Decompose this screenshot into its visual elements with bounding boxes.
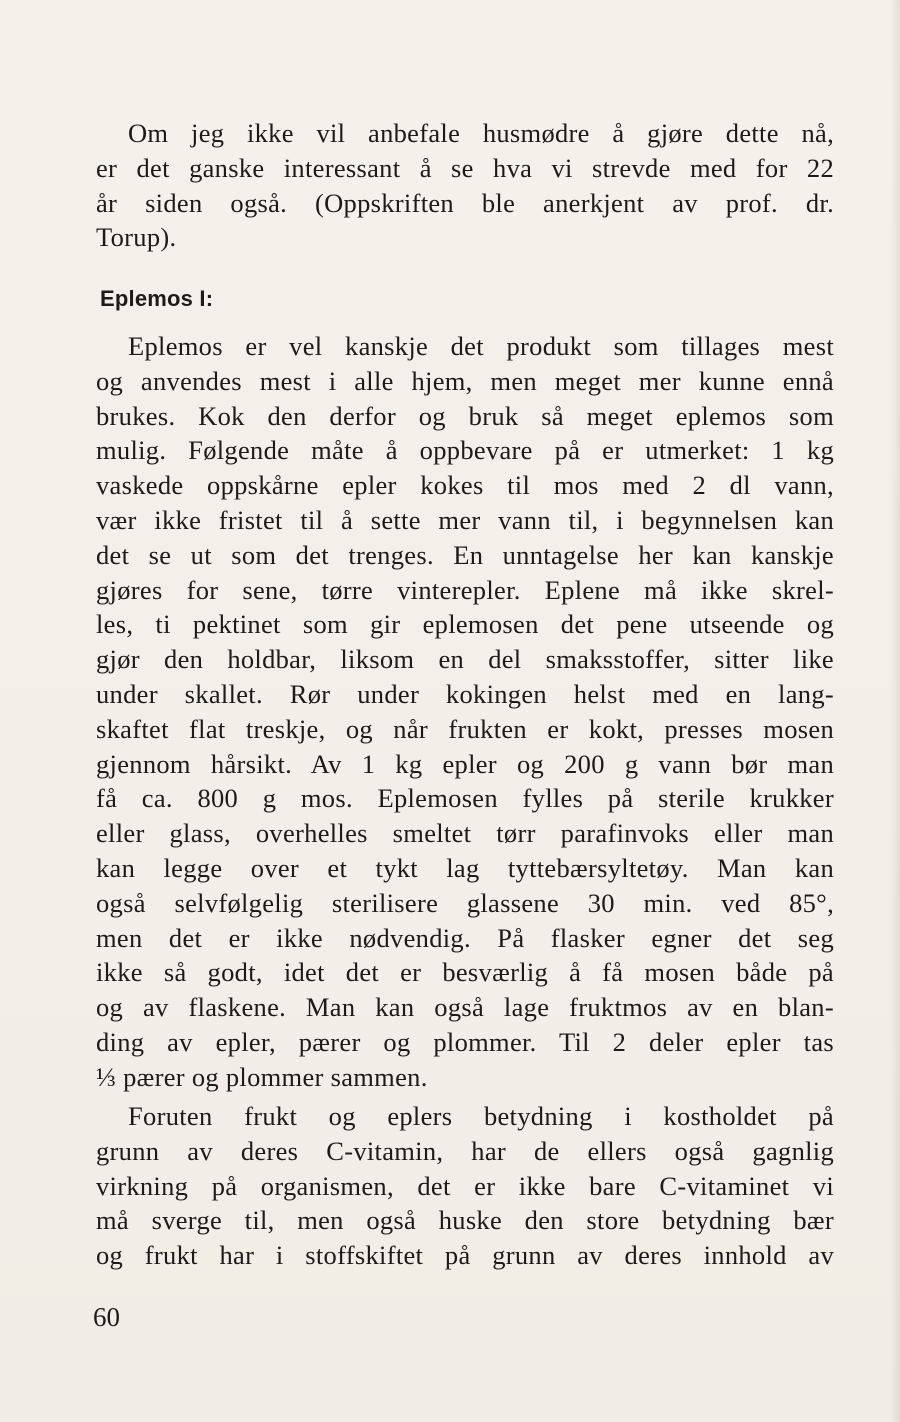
intro-paragraph	[96, 116, 834, 255]
text-line: grunn av deres C-vitamin, har de ellers også gagnlig	[96, 1135, 834, 1166]
page-number: 60	[93, 1302, 120, 1332]
text-line: ⅓ pærer og plommer sammen.	[96, 1061, 428, 1092]
section-heading: Eplemos I:	[100, 286, 214, 311]
text-line: Foruten frukt og eplers betydning i kostholdet på	[128, 1101, 834, 1131]
nutrition-paragraph	[96, 1099, 834, 1273]
text-line: og anvendes mest i alle hjem, men meget mer kunne ennå	[96, 365, 834, 396]
text-line: det se ut som det trenges. En unntagelse her kan kanskje	[96, 539, 834, 570]
text-line: Eplemos er vel kanskje det produkt som tillages mest	[128, 331, 834, 361]
text-line: les, ti pektinet som gir eplemosen det pene utseende og	[96, 609, 834, 640]
text-line: gjør den holdbar, liksom en del smaksstoffer, sitter like	[96, 644, 834, 675]
text-line: også selvfølgelig sterilisere glassene 30 min. ved 85°,	[96, 887, 834, 918]
text-line: eller glass, overhelles smeltet tørr parafinvoks eller man	[96, 818, 834, 849]
text-line: gjøres for sene, tørre vinterepler. Eplene må ikke skrel-	[96, 574, 834, 605]
text-line: mulig. Følgende måte å oppbevare på er utmerket: 1 kg	[96, 435, 834, 466]
text-line: vaskede oppskårne epler kokes til mos med 2 dl vann,	[96, 470, 834, 501]
page-edge-shadow	[890, 0, 900, 1422]
text-line: Om jeg ikke vil anbefale husmødre å gjøre dette nå,	[128, 118, 834, 148]
text-line: men det er ikke nødvendig. På flasker egner det seg	[96, 922, 834, 953]
text-line: brukes. Kok den derfor og bruk så meget eplemos som	[96, 400, 834, 431]
text-line: er det ganske interessant å se hva vi strevde med for 22	[96, 152, 834, 183]
text-line: vær ikke fristet til å sette mer vann til, i begynnelsen kan	[96, 504, 834, 535]
text-line: ikke så godt, idet det er besværlig å få mosen både på	[96, 957, 834, 988]
text-line: må sverge til, men også huske den store betydning bær	[96, 1205, 834, 1236]
text-line: og av flaskene. Man kan også lage fruktmos av en blan-	[96, 992, 834, 1023]
text-line: Torup).	[96, 222, 177, 253]
text-line: gjennom hårsikt. Av 1 kg epler og 200 g vann bør man	[96, 748, 834, 779]
text-line: få ca. 800 g mos. Eplemosen fylles på sterile krukker	[96, 783, 834, 814]
text-line: og frukt har i stoffskiftet på grunn av deres innhold av	[96, 1240, 834, 1271]
text-line: år siden også. (Oppskriften ble anerkjent av prof. dr.	[96, 187, 834, 218]
text-line: ding av epler, pærer og plommer. Til 2 deler epler tas	[96, 1026, 834, 1057]
text-line: virkning på organismen, det er ikke bare C-vitaminet vi	[96, 1170, 834, 1201]
text-line: kan legge over et tykt lag tyttebærsyltetøy. Man kan	[96, 852, 834, 883]
text-line: under skallet. Rør under kokingen helst med en lang-	[96, 678, 834, 709]
text-line: skaftet flat treskje, og når frukten er kokt, presses mosen	[96, 713, 834, 744]
recipe-paragraph	[96, 329, 834, 1095]
